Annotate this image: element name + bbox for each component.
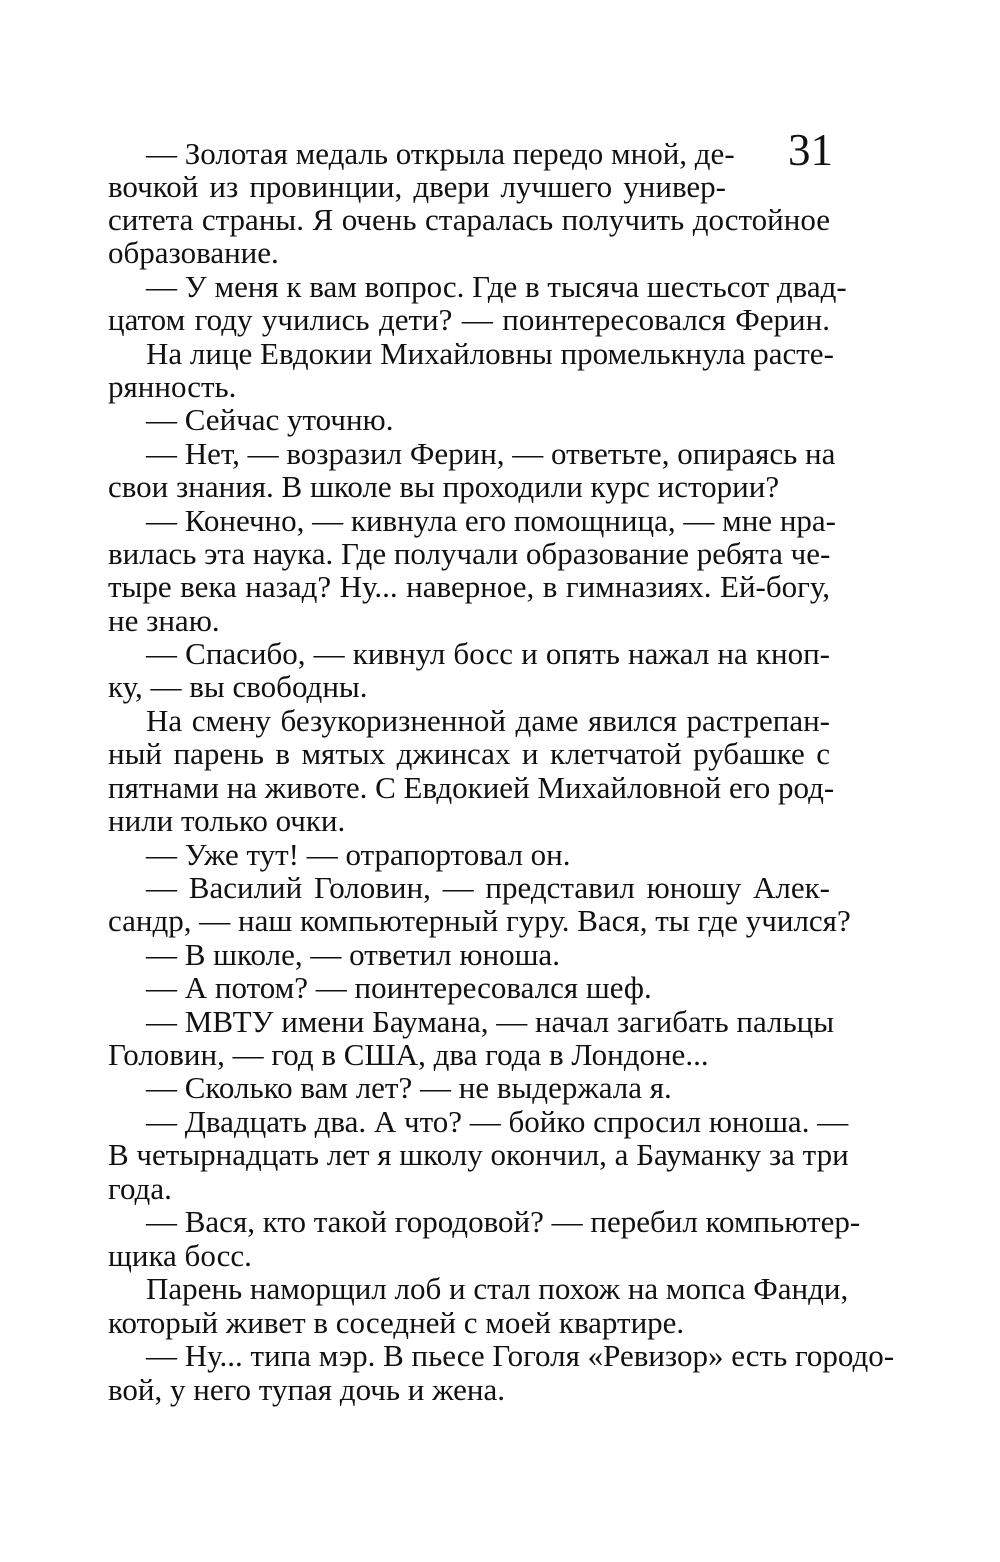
- text-line: свои знания. В школе вы проходили курс истории?: [108, 469, 780, 504]
- text-line: — Двадцать два. А что? — бойко спросил юноша. —: [146, 1104, 849, 1139]
- text-line: — Вася, кто такой городовой? — перебил компьютер-: [146, 1204, 861, 1239]
- text-line: пятнами на животе. С Евдокией Михайловной его род-: [108, 770, 835, 805]
- text-line: — Спасибо, — кивнул босс и опять нажал на кноп-: [146, 636, 830, 671]
- text-line: — Сколько вам лет? — не выдержала я.: [146, 1070, 672, 1105]
- text-line: вочкой из провинции, двери лучшего универ-: [108, 169, 726, 204]
- text-line: образование.: [108, 235, 279, 270]
- text-line: — А потом? — поинтересовался шеф.: [146, 970, 652, 1005]
- text-line: В четырнадцать лет я школу окончил, а Бауманку за три: [108, 1137, 849, 1172]
- text-line: щика босс.: [108, 1238, 252, 1273]
- text-line: года.: [108, 1171, 172, 1206]
- text-line: не знаю.: [108, 603, 220, 638]
- text-line: — В школе, — ответил юноша.: [146, 937, 560, 972]
- text-line: Головин, — год в США, два года в Лондоне...: [108, 1037, 709, 1072]
- text-line: На смену безукоризненной даме явился растрепан-: [146, 703, 830, 738]
- text-line: — МВТУ имени Баумана, — начал загибать пальцы: [146, 1004, 835, 1039]
- text-line: ситета страны. Я очень старалась получить достойное: [108, 202, 830, 237]
- text-line: На лице Евдокии Михайловны промелькнула расте-: [146, 336, 834, 371]
- page-number: 31: [788, 125, 833, 175]
- text-line: вилась эта наука. Где получали образование ребята че-: [108, 536, 831, 571]
- text-line: цатом году учились дети? — поинтересовался Ферин.: [108, 302, 830, 337]
- text-line: Парень наморщил лоб и стал похож на мопса Фанди,: [146, 1271, 849, 1306]
- text-line: — Конечно, — кивнула его помощница, — мне нра-: [146, 503, 836, 538]
- text-line: который живет в соседней с моей квартире.: [108, 1305, 685, 1340]
- text-line: сандр, — наш компьютерный гуру. Вася, ты где учился?: [108, 903, 851, 938]
- text-line: нили только очки.: [108, 803, 346, 838]
- text-line: рянность.: [108, 369, 237, 404]
- text-line: — Уже тут! — отрапортовал он.: [146, 837, 571, 872]
- text-line: — Ну... типа мэр. В пьесе Гоголя «Ревизор» есть городо-: [146, 1338, 895, 1373]
- text-line: — Сейчас уточню.: [146, 402, 394, 437]
- text-line: — У меня к вам вопрос. Где в тысяча шестьсот двад-: [146, 269, 847, 304]
- text-line: вой, у него тупая дочь и жена.: [108, 1372, 505, 1407]
- text-line: — Нет, — возразил Ферин, — ответьте, опираясь на: [146, 436, 836, 471]
- text-line: ку, — вы свободны.: [108, 669, 368, 704]
- text-line: — Василий Головин, — представил юношу Алек-: [146, 870, 830, 905]
- text-line: тыре века назад? Ну... наверное, в гимназиях. Ей-богу,: [108, 569, 830, 604]
- text-line: ный парень в мятых джинсах и клетчатой рубашке с: [108, 736, 830, 771]
- text-line: — Золотая медаль открыла передо мной, де-: [146, 136, 735, 171]
